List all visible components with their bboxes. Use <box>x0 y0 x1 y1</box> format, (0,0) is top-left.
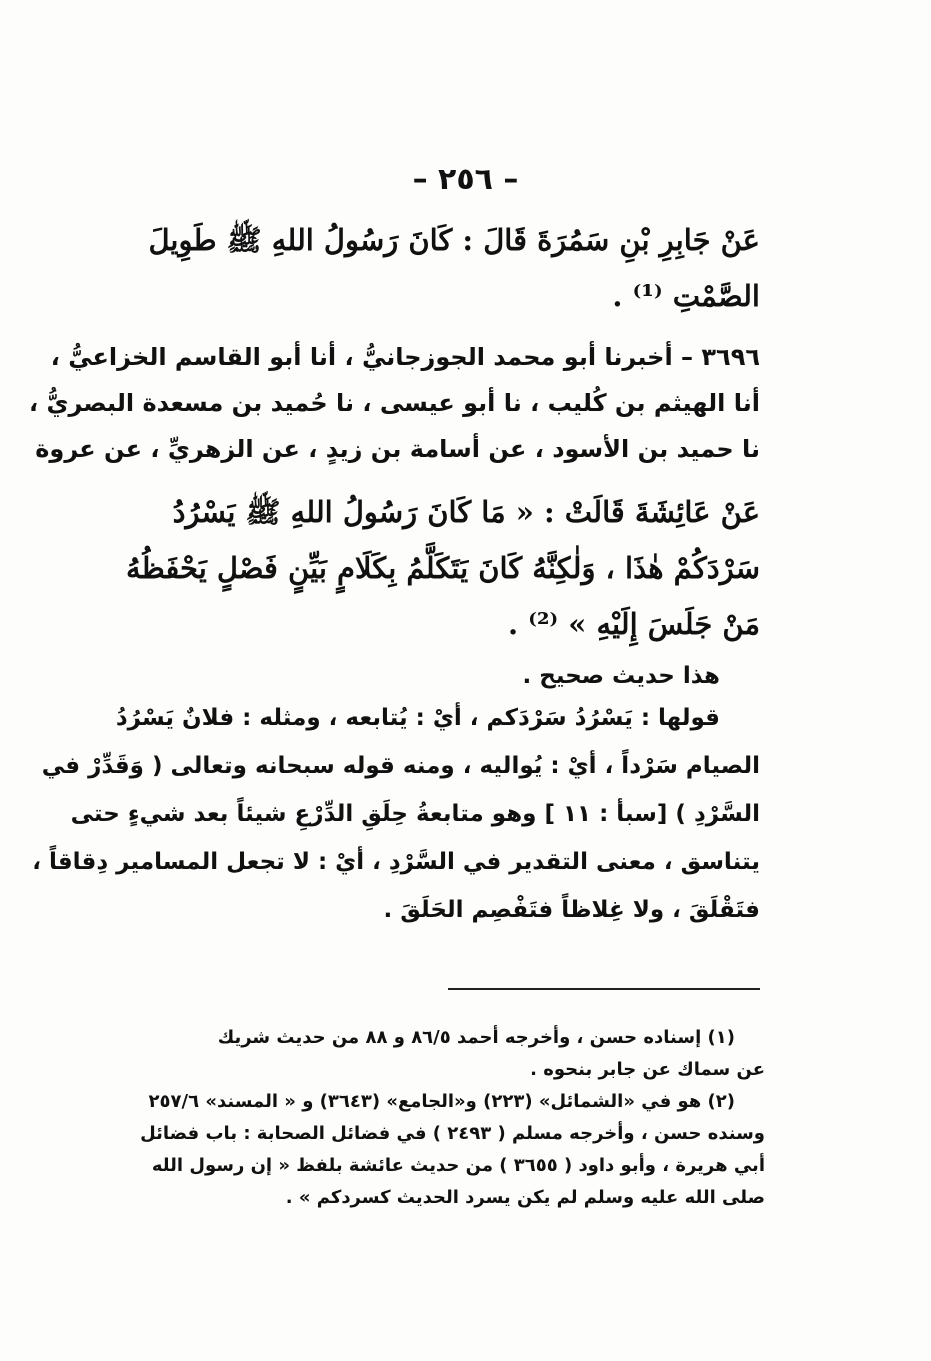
commentary-line: يتناسق ، معنى التقدير في السَّرْدِ ، أيْ : لا تجعل المسامير دِقاقاً ، <box>32 849 760 875</box>
hadith-line: مَنْ جَلَسَ إِلَيْهِ » ⁽²⁾ . <box>508 607 760 641</box>
commentary-line: فتَقْلَقَ ، ولا غِلاظاً فتَفْصِم الحَلَقَ . <box>383 897 760 923</box>
commentary-line: الصيام سَرْداً ، أيْ : يُواليه ، ومنه قوله سبحانه وتعالى ( وَقَدِّرْ في <box>41 753 760 779</box>
footnote-line: (١) إسناده حسن ، وأخرجه أحمد ٨٦/٥ و ٨٨ من حديث شريك <box>217 1027 735 1048</box>
isnad-line: أنا الهيثم بن كُليب ، نا أبو عيسى ، نا حُميد بن مسعدة البصريُّ ، <box>29 389 760 417</box>
hadith-aisha <box>120 484 760 652</box>
grading <box>120 652 760 700</box>
footnote-line: وسنده حسن ، وأخرجه مسلم ( ٢٤٩٣ ) في فضائل الصحابة : باب فضائل <box>140 1123 765 1144</box>
footnote-line: عن سماك عن جابر بنحوه . <box>530 1059 765 1080</box>
footnotes <box>125 1022 765 1214</box>
hadith-line: عَنْ جَابِرِ بْنِ سَمُرَةَ قَالَ : كَانَ رَسُولُ اللهِ ﷺ طَوِيلَ <box>148 223 760 257</box>
footnote-divider <box>448 988 760 990</box>
footnote-line: أبي هريرة ، وأبو داود ( ٣٦٥٥ ) من حديث عائشة بلفظ « إن رسول الله <box>151 1155 765 1176</box>
isnad-line: نا حميد بن الأسود ، عن أسامة بن زيدٍ ، عن الزهريِّ ، عن عروة <box>35 435 760 463</box>
commentary <box>32 694 760 934</box>
hadith-line: سَرْدَكُمْ هٰذَا ، وَلٰكِنَّهُ كَانَ يَتَكَلَّمُ بِكَلَامٍ بَيِّنٍ فَصْلٍ يَحْفَظُهُ <box>126 551 760 585</box>
hadith-jabir <box>120 212 760 324</box>
footnote-line: (٢) هو في «الشمائل» (٢٢٣) و«الجامع» (٣٦٤٣) و « المسند» ٢٥٧/٦ <box>148 1091 735 1112</box>
isnad-line: ٣٦٩٦ – أخبرنا أبو محمد الجوزجانيُّ ، أنا أبو القاسم الخزاعيُّ ، <box>50 343 760 371</box>
isnad-3696 <box>29 334 760 472</box>
commentary-line: السَّرْدِ ) [سبأ : ١١ ] وهو متابعةُ حِلَقِ الدِّرْعِ شيئاً بعد شيءٍ حتى <box>70 801 760 827</box>
hadith-line: عَنْ عَائِشَةَ قَالَتْ : « مَا كَانَ رَسُولُ اللهِ ﷺ يَسْرُدُ <box>172 495 760 529</box>
grading-text: هذا حديث صحيح . <box>522 663 720 689</box>
hadith-line: الصَّمْتِ ⁽¹⁾ . <box>612 279 760 313</box>
page-number: – ٢٥٦ – <box>412 162 519 197</box>
footnote-line: صلى الله عليه وسلم لم يكن يسرد الحديث كسردكم » . <box>285 1187 765 1208</box>
commentary-line: قولها : يَسْرُدُ سَرْدَكم ، أيْ : يُتابعه ، ومثله : فلانٌ يَسْرُدُ <box>115 705 720 731</box>
